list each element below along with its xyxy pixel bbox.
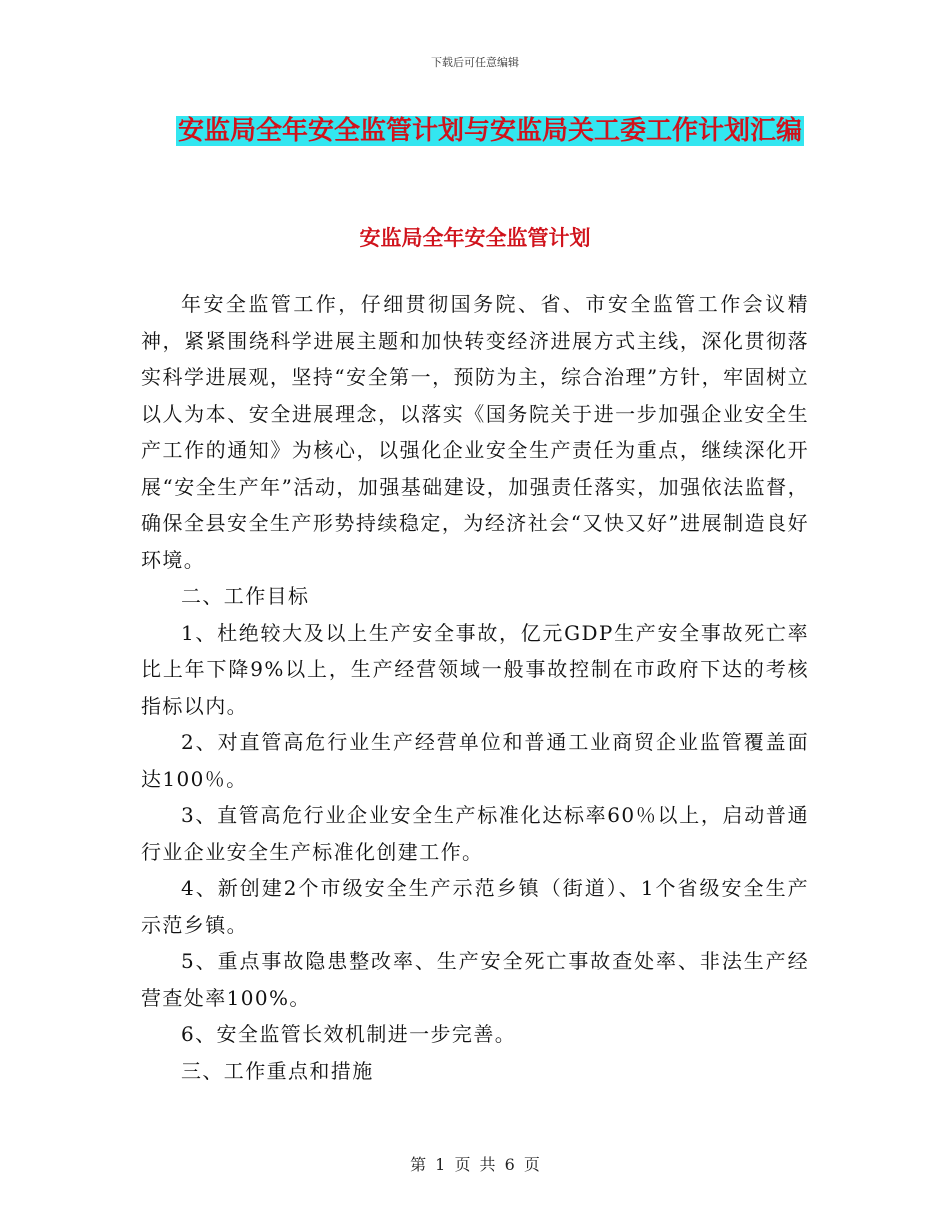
section-title: 安监局全年安全监管计划: [359, 226, 591, 250]
goal-item-3: 3、直管高危行业企业安全生产标准化达标率60％以上，启动普通行业企业安全生产标准化创建工作。: [141, 803, 809, 864]
document-body: [141, 286, 809, 1089]
goal-item-5: 5、重点事故隐患整改率、生产安全死亡事故查处率、非法生产经营查处率100%。: [141, 949, 809, 1010]
paragraph-intro: 年安全监管工作，仔细贯彻国务院、省、市安全监管工作会议精神，紧紧围绕科学进展主题和加快转变经济进展方式主线，深化贯彻落实科学进展观，坚持“安全第一，预防为主，综合治理”方针，牢固树立以人为本、安全进展理念，以落实《国务院关于进一步加强企业安全生产工作的通知》为核心，以强化企业安全生产责任为重点，继续深化开展“安全生产年”活动，加强基础建设，加强责任落实，加强依法监督，确保全县安全生产形势持续稳定，为经济社会“又快又好”进展制造良好环境。: [141, 292, 809, 572]
document-title: [140, 108, 840, 154]
goal-item-6: 6、安全监管长效机制进一步完善。: [181, 1022, 517, 1046]
goal-item-1: 1、杜绝较大及以上生产安全事故，亿元GDP生产安全事故死亡率比上年下降9%以上，生产经营领域一般事故控制在市政府下达的考核指标以内。: [141, 620, 809, 718]
document-title-highlight: 安监局全年安全监管计划与安监局关工委工作计划汇编: [177, 116, 802, 146]
heading-work-focus: 三、工作重点和措施: [181, 1058, 374, 1083]
header-note: 下载后可任意编辑: [431, 56, 519, 69]
goal-item-2: 2、对直管高危行业生产经营单位和普通工业商贸企业监管覆盖面达100％。: [141, 730, 809, 791]
heading-work-goals: 二、工作目标: [181, 584, 310, 608]
goal-item-4: 4、新创建2个市级安全生产示范乡镇（街道）、1个省级安全生产示范乡镇。: [141, 876, 809, 937]
page-number-footer: 第 1 页 共 6 页: [410, 1155, 540, 1174]
